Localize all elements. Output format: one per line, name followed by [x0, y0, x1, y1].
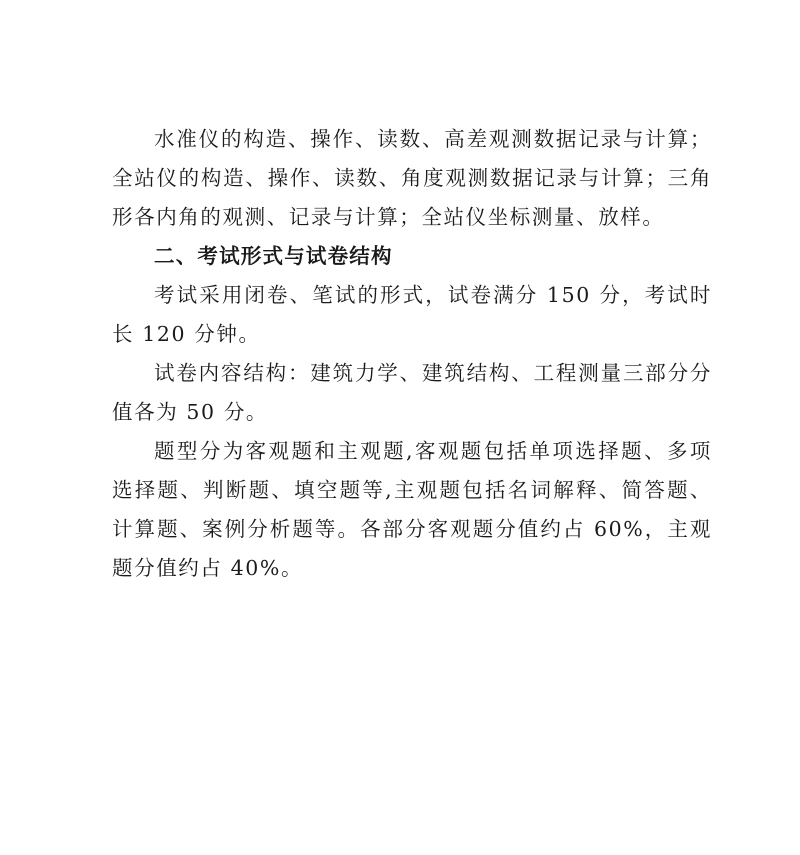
paragraph-paper-structure: 试卷内容结构：建筑力学、建筑结构、工程测量三部分分值各为 50 分。 — [112, 361, 712, 424]
paragraph-survey-instruments: 水准仪的构造、操作、读数、高差观测数据记录与计算；全站仪的构造、操作、读数、角度观测数据记录与计算；三角形各内角的观测、记录与计算；全站仪坐标测量、放样。 — [112, 127, 712, 229]
section-heading-exam-format: 二、考试形式与试卷结构 — [154, 244, 393, 268]
document-body — [112, 120, 712, 588]
paragraph-question-types: 题型分为客观题和主观题,客观题包括单项选择题、多项选择题、判断题、填空题等,主观题包括名词解释、简答题、计算题、案例分析题等。各部分客观题分值约占 60%，主观题分值约占 40%。 — [112, 439, 712, 580]
paragraph-exam-format: 考试采用闭卷、笔试的形式，试卷满分 150 分，考试时长 120 分钟。 — [112, 283, 712, 346]
